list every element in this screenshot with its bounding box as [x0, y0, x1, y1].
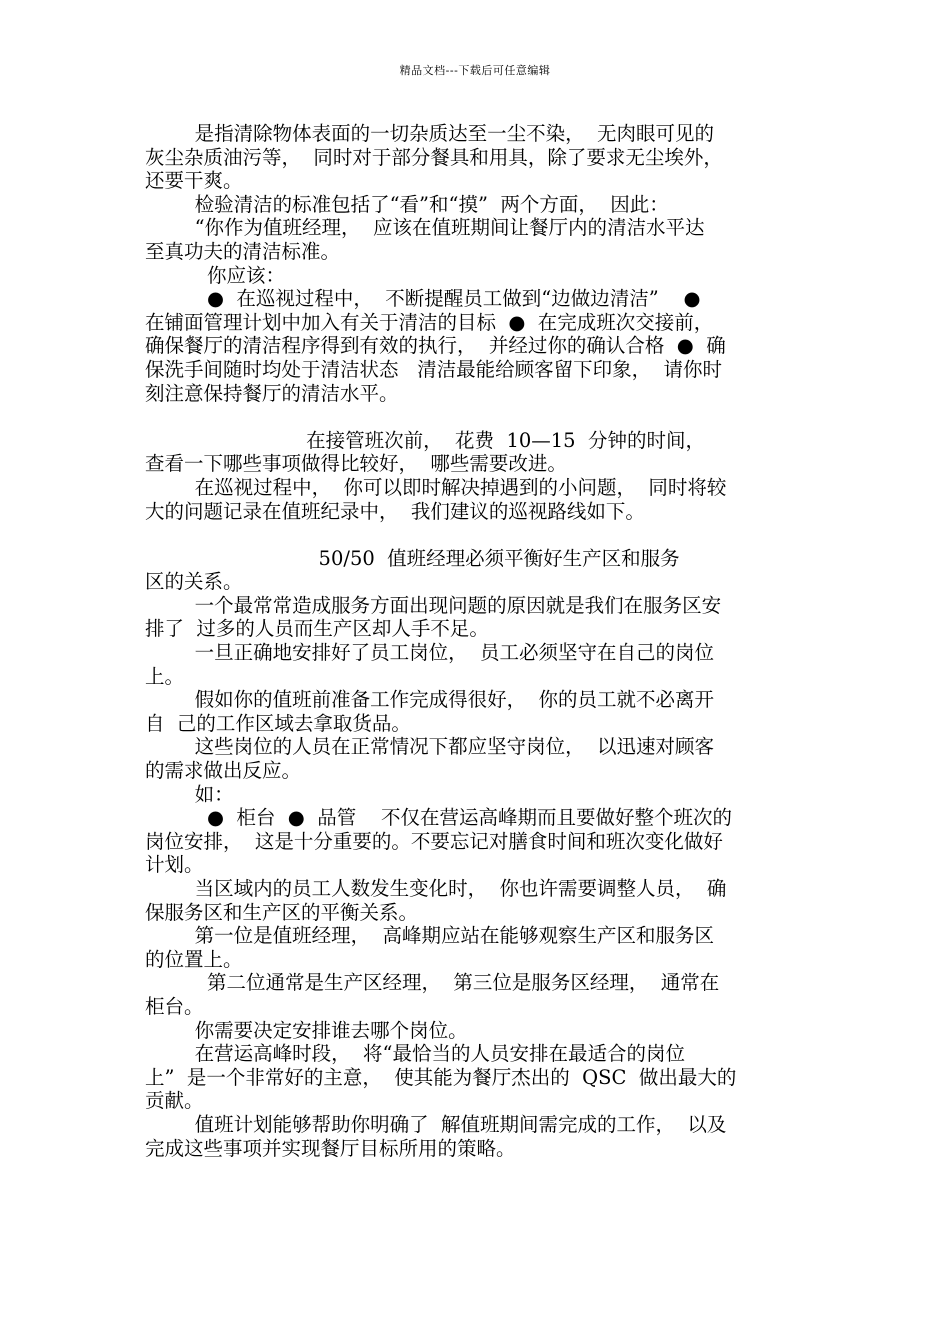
text-line: 假如你的值班前准备工作完成得很好， 你的员工就不必离开 — [145, 688, 714, 712]
text-line: 在接管班次前， 花费 10—15 分钟的时间， — [145, 428, 705, 452]
text-line: 这些岗位的人员在正常情况下都应坚守岗位， 以迅速对顾客 — [145, 735, 714, 759]
text-line: 你需要决定安排谁去哪个岗位。 — [145, 1018, 468, 1042]
document-body — [145, 122, 809, 1160]
text-line: 上” 是一个非常好的主意， 使其能为餐厅杰出的 QSC 做出最大的 — [145, 1065, 737, 1089]
text-line: 第一位是值班经理， 高峰期应站在能够观察生产区和服务区 — [145, 924, 714, 948]
blank-line — [145, 405, 809, 429]
text-line: 一旦正确地安排好了员工岗位， 员工必须坚守在自己的岗位 — [145, 641, 714, 665]
text-line: 灰尘杂质油污等， 同时对于部分餐具和用具，除了要求无尘埃外， — [145, 145, 723, 169]
text-line: 检验清洁的标准包括了“看”和“摸” 两个方面， 因此： — [145, 192, 669, 216]
text-line: 柜台。 — [145, 994, 204, 1018]
text-line: 大的问题记录在值班纪录中， 我们建议的巡视路线如下。 — [145, 499, 645, 523]
text-line: 上。 — [145, 664, 185, 688]
page-header: 精品文档---下载后可任意编辑 — [399, 64, 551, 77]
text-line: 查看一下哪些事项做得比较好， 哪些需要改进。 — [145, 452, 567, 476]
text-line: 保洗手间随时均处于清洁状态 清洁最能给顾客留下印象， 请你时 — [145, 357, 722, 381]
text-line: “你作为值班经理， 应该在值班期间让餐厅内的清洁水平达 — [145, 216, 705, 240]
text-line: 第二位通常是生产区经理， 第三位是服务区经理， 通常在 — [145, 971, 720, 995]
text-line: 至真功夫的清洁标准。 — [145, 239, 341, 263]
text-line: 一个最常常造成服务方面出现问题的原因就是我们在服务区安 — [145, 593, 722, 617]
text-line: 刻注意保持餐厅的清洁水平。 — [145, 381, 399, 405]
text-line: 区的关系。 — [145, 570, 243, 594]
text-line: 在营运高峰时段， 将“最恰当的人员安排在最适合的岗位 — [145, 1042, 685, 1066]
text-line: 当区域内的员工人数发生变化时， 你也许需要调整人员， 确 — [145, 877, 727, 900]
text-line: 还要干爽。 — [145, 169, 243, 193]
text-line: 的需求做出反应。 — [145, 759, 302, 783]
text-line: 值班计划能够帮助你明确了 解值班期间需完成的工作， 以及 — [145, 1112, 727, 1136]
text-line: 贡献。 — [145, 1089, 204, 1113]
text-line: 你应该： — [145, 263, 285, 287]
text-line: 是指清除物体表面的一切杂质达至一尘不染， 无肉眼可见的 — [145, 122, 714, 145]
text-line: ● 在巡视过程中， 不断提醒员工做到“边做边清洁” ● — [145, 287, 701, 311]
text-line: 排了 过多的人员而生产区却人手不足。 — [145, 617, 489, 641]
text-line: 保服务区和生产区的平衡关系。 — [145, 900, 419, 924]
text-line: 自 己的工作区域去拿取货品。 — [145, 711, 411, 735]
text-line: 确保餐厅的清洁程序得到有效的执行， 并经过你的确认合格 ● 确 — [145, 334, 726, 358]
text-line: 计划。 — [145, 853, 204, 877]
blank-line — [145, 523, 809, 547]
text-line: 如： — [145, 782, 234, 806]
text-line: 50/50 值班经理必须平衡好生产区和服务 — [145, 546, 680, 570]
text-line: ● 柜台 ● 品管 不仅在营运高峰期而且要做好整个班次的 — [145, 806, 732, 830]
text-line: 岗位安排， 这是十分重要的。不要忘记对膳食时间和班次变化做好 — [145, 829, 723, 853]
text-line: 在巡视过程中， 你可以即时解决掉遇到的小问题， 同时将较 — [145, 475, 727, 499]
text-line: 完成这些事项并实现餐厅目标所用的策略。 — [145, 1136, 516, 1160]
text-line: 在铺面管理计划中加入有关于清洁的目标 ● 在完成班次交接前， — [145, 310, 714, 334]
text-line: 的位置上。 — [145, 947, 243, 971]
